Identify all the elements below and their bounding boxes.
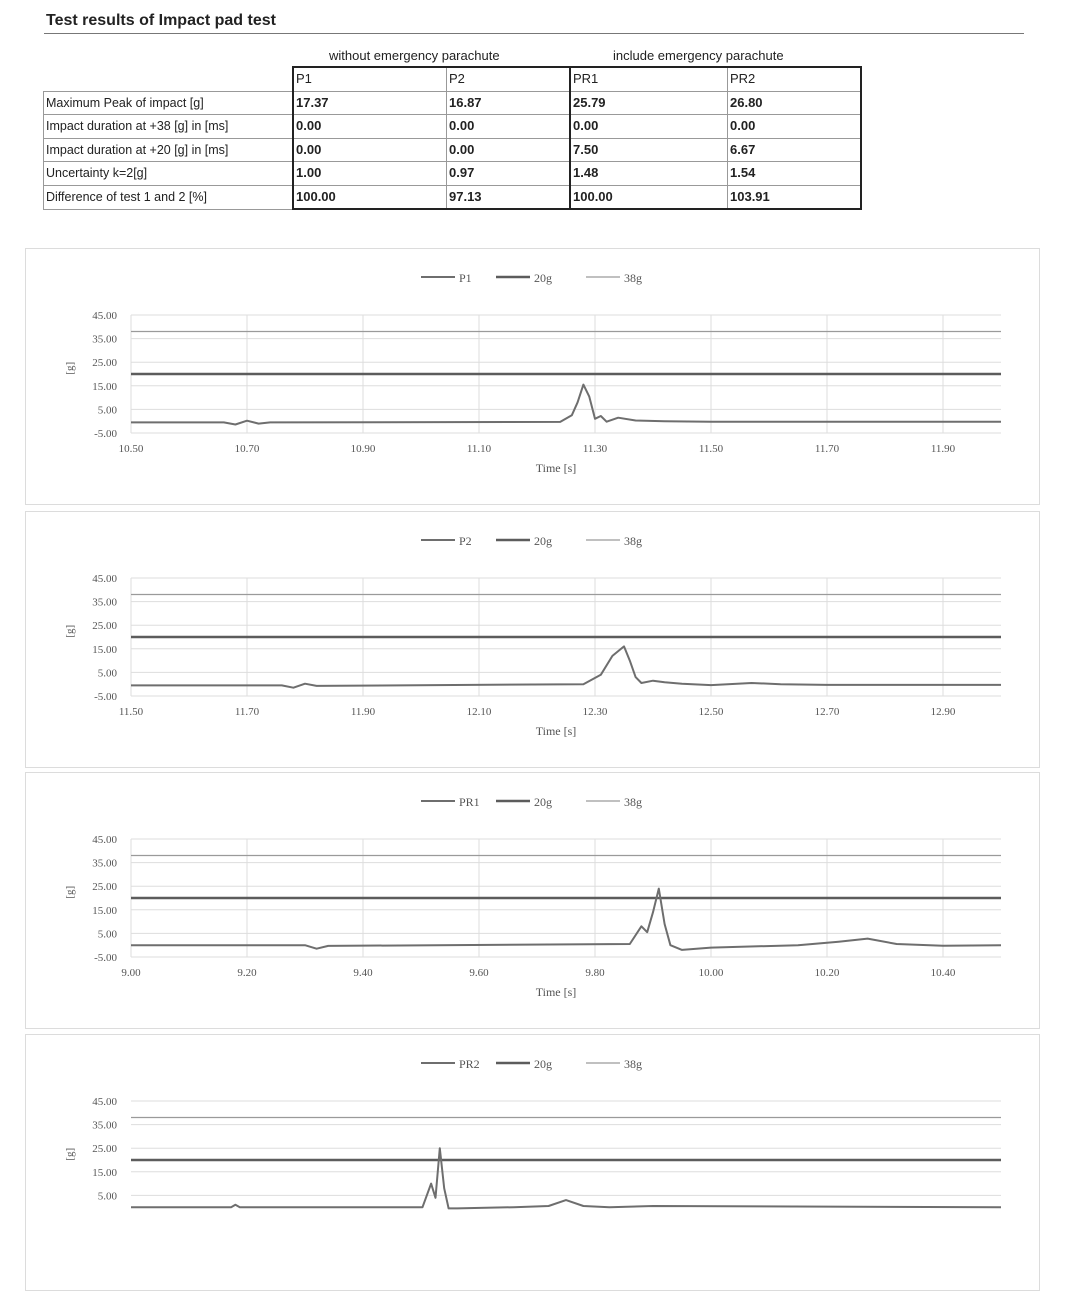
x-axis-title: Time [s] xyxy=(535,724,577,738)
y-tick-label: 5.00 xyxy=(97,928,117,941)
table-cell: 1.48 xyxy=(570,162,728,186)
chart-p1-plot xyxy=(26,249,1039,504)
table-cell: 0.97 xyxy=(447,162,571,186)
chart-p1 xyxy=(25,248,1040,505)
table-row xyxy=(44,91,862,115)
table-cell: 103.91 xyxy=(728,185,862,209)
column-header-pr1: PR1 xyxy=(570,67,728,91)
table-cell: 1.00 xyxy=(293,162,447,186)
table-cell: 100.00 xyxy=(293,185,447,209)
legend-label: PR2 xyxy=(459,1057,480,1071)
x-tick-label: 11.70 xyxy=(234,706,260,718)
y-axis-title: [g] xyxy=(64,624,76,638)
chart-p2 xyxy=(25,511,1040,768)
y-tick-label: 25.00 xyxy=(92,357,117,370)
results-table xyxy=(43,66,862,210)
table-cell: 6.67 xyxy=(728,138,862,162)
chart-pr1 xyxy=(25,772,1040,1029)
y-tick-label: 45.00 xyxy=(92,834,117,846)
table-cell: 0.00 xyxy=(447,138,571,162)
x-tick-label: 11.50 xyxy=(698,443,724,455)
table-cell: 0.00 xyxy=(447,115,571,139)
row-label: Impact duration at +38 [g] in [ms] xyxy=(44,115,294,139)
series-line xyxy=(131,646,1001,687)
column-header-p1: P1 xyxy=(293,67,447,91)
table-cell: 0.00 xyxy=(728,115,862,139)
y-tick-label: -5.00 xyxy=(94,428,117,440)
legend-label: P2 xyxy=(459,534,472,548)
table-cell: 25.79 xyxy=(570,91,728,115)
table-row xyxy=(44,162,862,186)
table-row xyxy=(44,185,862,209)
x-tick-label: 11.10 xyxy=(466,443,492,455)
x-tick-label: 9.80 xyxy=(585,967,605,979)
group-label-without-parachute: without emergency parachute xyxy=(329,48,500,63)
x-tick-label: 10.20 xyxy=(814,967,840,979)
table-row xyxy=(44,138,862,162)
y-tick-label: 45.00 xyxy=(92,310,117,322)
y-tick-label: 35.00 xyxy=(92,1119,117,1132)
page-title: Test results of Impact pad test xyxy=(46,12,276,29)
x-tick-label: 10.00 xyxy=(698,967,724,979)
y-tick-label: 5.00 xyxy=(97,1190,117,1203)
x-tick-label: 12.70 xyxy=(814,706,840,718)
chart-pr2-plot xyxy=(26,1035,1039,1290)
table-cell: 16.87 xyxy=(447,91,571,115)
legend-label: 20g xyxy=(534,534,552,548)
y-tick-label: 5.00 xyxy=(97,667,117,680)
x-tick-label: 9.40 xyxy=(353,967,373,979)
y-tick-label: 25.00 xyxy=(92,1143,117,1156)
legend-label: 38g xyxy=(624,534,642,548)
x-tick-label: 12.30 xyxy=(582,706,608,718)
table-row xyxy=(44,115,862,139)
legend-label: PR1 xyxy=(459,795,480,809)
chart-pr2 xyxy=(25,1034,1040,1291)
y-tick-label: 45.00 xyxy=(92,1096,117,1108)
legend-label: P1 xyxy=(459,271,472,285)
chart-pr1-plot xyxy=(26,773,1039,1028)
y-tick-label: 15.00 xyxy=(92,904,117,917)
table-cell: 0.00 xyxy=(293,138,447,162)
row-label: Impact duration at +20 [g] in [ms] xyxy=(44,138,294,162)
table-cell: 1.54 xyxy=(728,162,862,186)
legend-label: 20g xyxy=(534,795,552,809)
y-tick-label: 45.00 xyxy=(92,573,117,585)
x-axis-title: Time [s] xyxy=(535,461,577,475)
x-tick-label: 11.90 xyxy=(930,443,956,455)
y-axis-title: [g] xyxy=(64,1147,76,1161)
x-tick-label: 10.70 xyxy=(234,443,260,455)
y-tick-label: -5.00 xyxy=(94,952,117,964)
x-tick-label: 11.30 xyxy=(582,443,608,455)
table-cell: 97.13 xyxy=(447,185,571,209)
y-tick-label: 35.00 xyxy=(92,596,117,609)
legend-label: 20g xyxy=(534,271,552,285)
x-axis-title: Time [s] xyxy=(535,985,577,999)
y-tick-label: 25.00 xyxy=(92,620,117,633)
series-line xyxy=(131,385,1001,425)
table-cell: 26.80 xyxy=(728,91,862,115)
x-tick-label: 11.50 xyxy=(118,706,144,718)
x-tick-label: 10.40 xyxy=(930,967,956,979)
column-header-pr2: PR2 xyxy=(728,67,862,91)
x-tick-label: 9.60 xyxy=(469,967,489,979)
title-divider xyxy=(44,33,1024,34)
y-axis-title: [g] xyxy=(64,885,76,899)
row-label: Difference of test 1 and 2 [%] xyxy=(44,185,294,209)
y-tick-label: 15.00 xyxy=(92,1166,117,1179)
column-header-p2: P2 xyxy=(447,67,571,91)
y-tick-label: 25.00 xyxy=(92,881,117,894)
y-tick-label: -5.00 xyxy=(94,691,117,703)
x-tick-label: 12.50 xyxy=(698,706,724,718)
y-tick-label: 35.00 xyxy=(92,857,117,870)
y-axis-title: [g] xyxy=(64,361,76,375)
table-cell: 100.00 xyxy=(570,185,728,209)
group-label-with-parachute: include emergency parachute xyxy=(613,48,784,63)
x-tick-label: 12.10 xyxy=(466,706,492,718)
y-tick-label: 15.00 xyxy=(92,380,117,393)
table-header-row xyxy=(44,67,862,91)
y-tick-label: 15.00 xyxy=(92,643,117,656)
y-tick-label: 5.00 xyxy=(97,404,117,417)
series-line xyxy=(131,1148,1001,1208)
table-cell: 17.37 xyxy=(293,91,447,115)
row-label: Uncertainty k=2[g] xyxy=(44,162,294,186)
x-tick-label: 9.00 xyxy=(121,967,141,979)
x-tick-label: 10.50 xyxy=(118,443,144,455)
legend-label: 38g xyxy=(624,271,642,285)
legend-label: 20g xyxy=(534,1057,552,1071)
chart-p2-plot xyxy=(26,512,1039,767)
legend-label: 38g xyxy=(624,795,642,809)
table-cell: 0.00 xyxy=(293,115,447,139)
x-tick-label: 9.20 xyxy=(237,967,257,979)
table-cell: 0.00 xyxy=(570,115,728,139)
x-tick-label: 11.90 xyxy=(350,706,376,718)
table-cell: 7.50 xyxy=(570,138,728,162)
x-tick-label: 12.90 xyxy=(930,706,956,718)
x-tick-label: 10.90 xyxy=(350,443,376,455)
x-tick-label: 11.70 xyxy=(814,443,840,455)
row-label: Maximum Peak of impact [g] xyxy=(44,91,294,115)
legend-label: 38g xyxy=(624,1057,642,1071)
y-tick-label: 35.00 xyxy=(92,333,117,346)
